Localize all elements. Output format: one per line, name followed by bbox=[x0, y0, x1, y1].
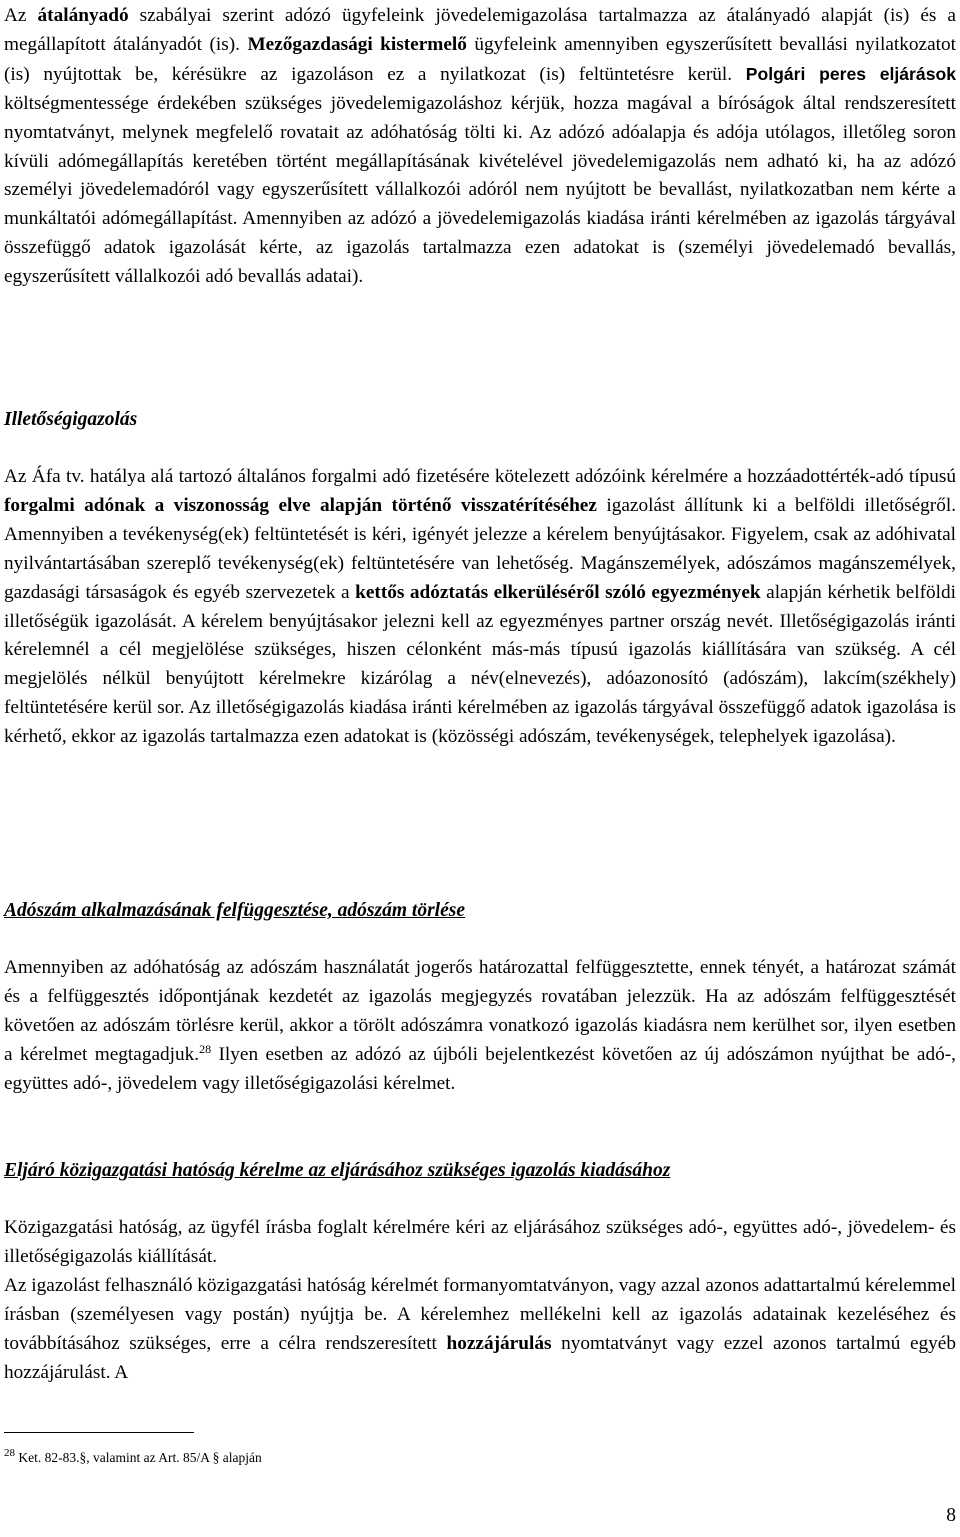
bold-term: forgalmi adónak a viszonosság elve alapján történő visszatérítéséhez bbox=[4, 494, 597, 516]
text-run: Ilyen esetben az adózó az újbóli bejelentkezést követően az új adószámon nyújthat be adó-, együttes adó-, jövedelem vagy illetőségigazolási kérelmet. bbox=[4, 1043, 956, 1094]
bold-term: kettős adóztatás elkerüléséről szóló egyezmények bbox=[355, 581, 761, 603]
text-run: Az bbox=[4, 5, 38, 26]
paragraph-tax-number-suspension bbox=[4, 954, 956, 1099]
bold-term: Mezőgazdasági kistermelő bbox=[247, 33, 467, 55]
text-run: költségmentessége érdekében szükséges jövedelemigazoláshoz kérjük, hozza magával a bíróságok által rendszeresített nyomtatványt, melynek megfelelő rovatait az adóhatóság tölti ki. Az adózó adóalapja és adója utólagos, illetőleg soron kívüli adómegállapítás keretében történt megállapításának kivételével jövedelemigazolás nem adható ki, ha az adózó személyi jövedelemadóról vagy egyszerűsített vállalkozói adóról nem nyújtott be bevallást, nyilatkozatban nem kérte a munkáltatói adómegállapítást. Amennyiben az adózó a jövedelemigazolás kiadása iránti kérelmében az igazolás tárgyával összefüggő adatok igazolását kérte, az igazolás tartalmazza ezen adatokat is (személyi jövedelemadó bevallás, egyszerűsített vállalkozói adó bevallás adatai). bbox=[4, 92, 956, 288]
page-number: 8 bbox=[946, 1505, 956, 1526]
heading-tax-number-suspension: Adószám alkalmazásának felfüggesztése, adószám törlése bbox=[4, 900, 465, 921]
text-run: igazolást állítunk ki a belföldi illetőségről. Amennyiben a tevékenység(ek) feltüntetését is kéri, igényét jelezze a kérelem benyújtásakor. Figyelem, csak az adóhivatal nyilvántartásában szereplő tevékenység(ek) feltüntetésére van lehetőség. Magánszemélyek, adószámos magánszemélyek, gazdasági társaságok és egyéb szervezetek a bbox=[4, 494, 957, 603]
bold-term: Polgári peres eljárások bbox=[745, 63, 957, 84]
text-run: alapján kérhetik belföldi illetőségük igazolását. A kérelem benyújtásakor jelezni kell az egyezményes partner ország nevét. Illetőségigazolás iránti kérelemnél a cél megjelölése szükséges, hiszen célonként más-más típusú igazolás kiállítására van szükség. A cél megjelölés nélkül benyújtott kérelmekre kizárólag a név(elnevezés), adóazonosító (adószám), lakcím(székhely) feltüntetésére kerül sor. Az illetőségigazolás kiadása iránti kérelmében az igazolás tárgyával összefüggő adatok igazolása is kérhető, ekkor az igazolás tartalmazza ezen adatokat is (közösségi adószám, tevékenységek, telephelyek igazolása). bbox=[4, 581, 956, 748]
footnote-text: Ket. 82-83.§, valamint az Art. 85/A § alapján bbox=[15, 1450, 262, 1465]
footnote-mark: 28 bbox=[4, 1447, 15, 1459]
paragraph-authority-request: Közigazgatási hatóság, az ügyfél írásba foglalt kérelmére kéri az eljárásához szükséges adó-, együttes adó-, jövedelem- és illetőségigazolás kiállítását. bbox=[4, 1217, 956, 1267]
paragraph-residency-certificate bbox=[4, 463, 956, 752]
footnote bbox=[4, 1444, 262, 1467]
heading-residency-certificate: Illetőségigazolás bbox=[4, 409, 138, 430]
text-run: nyomtatványt vagy ezzel azonos tartalmú egyéb hozzájárulást. A bbox=[4, 1332, 956, 1383]
text-run: ügyfeleink amennyiben egyszerűsített bevallási nyilatkozatot (is) nyújtottak be, kérésükre az igazoláson ez a nyilatkozat (is) feltüntetésre kerül. bbox=[4, 33, 956, 85]
text-run: Amennyiben az adóhatóság az adószám használatát jogerős határozattal felfüggesztette, ennek tényét, a határozat számát és a felfüggesztés időpontjának kezdetét az igazolás megjegyzés rovatában jelezzük. Ha az adószám felfüggesztését követően az adószám törlésre kerül, akkor a törölt adószámra vonatkozó igazolás kiadásra nem kerülhet sor, ilyen esetben a kérelmet megtagadjuk. bbox=[4, 957, 956, 1065]
paragraph-authority-submission bbox=[4, 1272, 956, 1388]
paragraph-income-certificate bbox=[4, 2, 956, 292]
text-run: Az igazolást felhasználó közigazgatási hatóság kérelmét formanyomtatványon, vagy azzal azonos adattartalmú kérelemmel írásban (személyesen vagy postán) nyújtja be. A kérelemhez mellékelni kell az igazolás adatainak kezeléséhez és továbbításához szükséges, erre a célra rendszeresített bbox=[4, 1275, 956, 1354]
bold-term: hozzájárulás bbox=[446, 1332, 552, 1354]
bold-term: átalányadó bbox=[37, 5, 129, 26]
footnote-reference: 28 bbox=[199, 1041, 212, 1056]
text-run: szabályai szerint adózó ügyfeleink jövedelemigazolása tartalmazza az átalányadó alapját (is) és a megállapított átalányadót (is). bbox=[4, 5, 956, 55]
footnote-separator bbox=[4, 1432, 194, 1433]
heading-administrative-authority: Eljáró közigazgatási hatóság kérelme az eljárásához szükséges igazolás kiadásához bbox=[4, 1160, 671, 1181]
text-run: Az Áfa tv. hatálya alá tartozó általános forgalmi adó fizetésére kötelezett adózóink kérelmére a hozzáadottérték-adó típusú bbox=[4, 466, 956, 487]
